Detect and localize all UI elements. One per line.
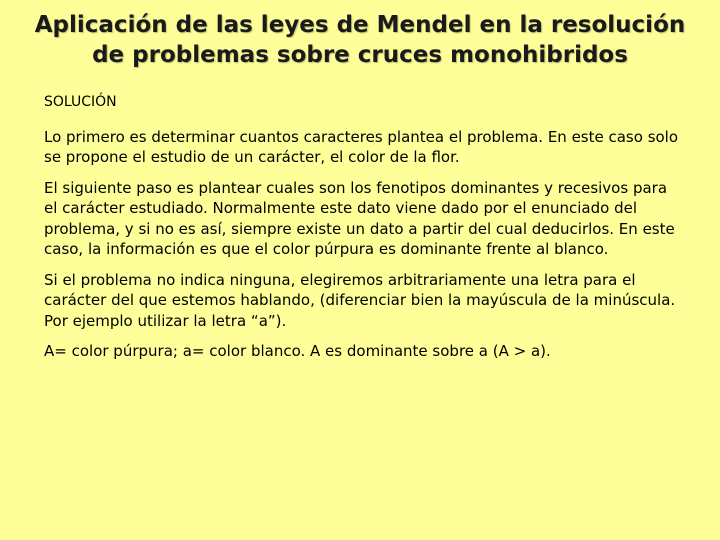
paragraph-3: Si el problema no indica ninguna, elegiremos arbitrariamente una letra para el carácter del que estemos hablando, (diferenciar bien la mayúscula de la minúscula. Por ejemplo utilizar la letra “a”). xyxy=(44,270,676,330)
paragraph-4: A= color púrpura; a= color blanco. A es dominante sobre a (A > a). xyxy=(44,342,551,360)
paragraph-2: El siguiente paso es plantear cuales son los fenotipos dominantes y recesivos para el carácter estudiado. Normalmente este dato viene dado por el enunciado del problema, y si no es así, siempre existe un dato a partir del cual deducirlos. En este caso, la información es que el color púrpura es dominante frente al blanco. xyxy=(44,178,675,258)
paragraph-1: Lo primero es determinar cuantos caracteres plantea el problema. En este caso solo se propone el estudio de un carácter, el color de la flor. xyxy=(44,127,679,166)
slide-body xyxy=(44,92,684,372)
slide-title xyxy=(20,10,700,70)
slide-title-line-2: de problemas sobre cruces monohibridos xyxy=(92,42,628,68)
section-heading: SOLUCIÓN xyxy=(44,94,117,110)
slide-title-line-1: Aplicación de las leyes de Mendel en la resolución xyxy=(34,12,686,38)
